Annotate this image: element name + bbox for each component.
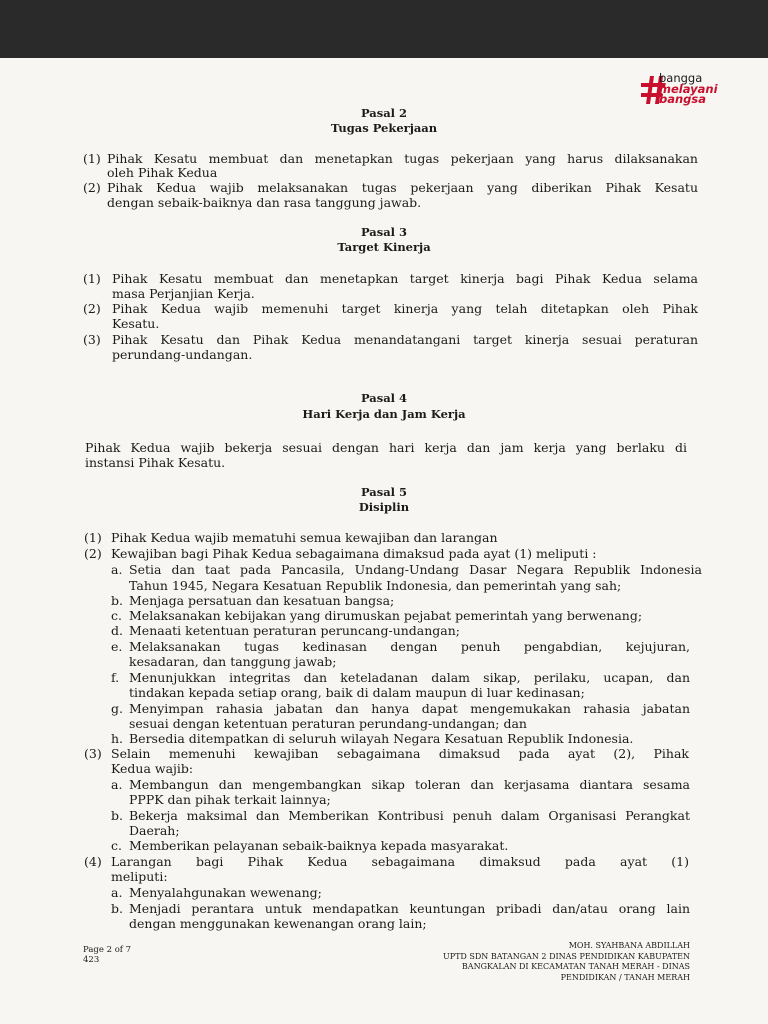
ayat-4-item-a-marker: a. [111,885,123,900]
pasal-5-number: Pasal 5 [360,485,408,499]
ayat-3-item-a-marker: a. [111,777,123,792]
pasal-2-title: Tugas Pekerjaan [330,121,438,135]
pasal-2-number: Pasal 2 [360,106,408,120]
pasal-4-title: Hari Kerja dan Jam Kerja [302,407,466,421]
document-code: 423 [83,955,100,965]
ayat-3-item-c-marker: c. [111,838,122,853]
pasal-2-item-2-line-1: Pihak Kedua wajib melaksanakan tugas pekerjaan yang diberikan Pihak Kesatu [107,180,698,195]
ayat-2-item-g-line-1: Menyimpan rahasia jabatan dan hanya dapat mengemukakan rahasia jabatan [129,701,690,716]
ayat-2-item-a-marker: a. [111,562,123,577]
ayat-2-item-b-marker: b. [111,593,123,608]
ayat-4-item-b-line-1: Menjadi perantara untuk mendapatkan keuntungan pribadi dan/atau orang lain [129,901,690,916]
pasal-3-item-2-marker: (2) [83,301,101,316]
pasal-5-ayat-2-text: Kewajiban bagi Pihak Kedua sebagaimana dimaksud pada ayat (1) meliputi : [111,546,597,561]
logo-line-1: bangga [659,71,703,85]
bangga-melayani-bangsa-logo [641,71,753,108]
ayat-2-item-c-line-1: Melaksanakan kebijakan yang dirumuskan pejabat pemerintah yang berwenang; [129,608,643,623]
pasal-2-item-2-marker: (2) [83,180,101,195]
pasal-3-item-3-line-2: perundang-undangan. [112,347,253,362]
ayat-2-item-f-line-1: Menunjukkan integritas dan keteladanan dalam sikap, perilaku, ucapan, dan [129,670,690,685]
institution-line-1: UPTD SDN BATANGAN 2 DINAS PENDIDIKAN KABUPATEN [442,951,690,961]
ayat-2-item-e-line-1: Melaksanakan tugas kedinasan dengan penuh pengabdian, kejujuran, [129,639,690,654]
ayat-2-item-b-line-1: Menjaga persatuan dan kesatuan bangsa; [129,593,395,608]
ayat-3-item-a-line-2: PPPK dan pihak terkait lainnya; [129,792,331,807]
ayat-4-item-b-line-2: dengan menggunakan kewenangan orang lain; [129,916,427,931]
logo-line-2: melayani [659,81,718,96]
ayat-2-item-d-line-1: Menaati ketentuan peraturan peruncang-undangan; [129,623,461,638]
pasal-5-ayat-3-line-1: Selain memenuhi kewajiban sebagaimana dimaksud pada ayat (2), Pihak [111,746,689,761]
pasal-3-item-1-line-2: masa Perjanjian Kerja. [112,286,255,301]
pasal-2-item-1-line-1: Pihak Kesatu membuat dan menetapkan tugas pekerjaan yang harus dilaksanakan [107,151,698,166]
ayat-2-item-h-line-1: Bersedia ditempatkan di seluruh wilayah Negara Kesatuan Republik Indonesia. [129,731,634,746]
ayat-2-item-h-marker: h. [111,731,124,746]
institution-line-2: BANGKALAN DI KECAMATAN TANAH MERAH - DINAS [461,962,690,971]
ayat-2-item-e-marker: e. [111,639,123,654]
ayat-2-item-a-line-1: Setia dan taat pada Pancasila, Undang-Undang Dasar Negara Republik Indonesia [129,562,702,577]
pasal-4-line-1: Pihak Kedua wajib bekerja sesuai dengan hari kerja dan jam kerja yang berlaku di [85,440,687,455]
ayat-3-item-b-line-1: Bekerja maksimal dan Memberikan Kontribusi penuh dalam Organisasi Perangkat [129,808,690,823]
ayat-4-item-b-marker: b. [111,901,123,916]
ayat-3-item-c-line-1: Memberikan pelayanan sebaik-baiknya kepada masyarakat. [129,838,509,853]
ayat-2-item-c-marker: c. [111,608,122,623]
ayat-4-item-a-line-1: Menyalahgunakan wewenang; [129,885,322,900]
pasal-3-number: Pasal 3 [360,225,408,239]
pasal-5-ayat-4-marker: (4) [84,854,102,869]
pasal-3-item-3-line-1: Pihak Kesatu dan Pihak Kedua menandatangani target kinerja sesuai peraturan [112,332,698,347]
pasal-5-ayat-1-text: Pihak Kedua wajib mematuhi semua kewajiban dan larangan [111,530,498,545]
pasal-5-ayat-4-line-2: meliputi: [111,869,168,884]
ayat-2-item-a-line-2: Tahun 1945, Negara Kesatuan Republik Indonesia, dan pemerintah yang sah; [129,578,622,593]
page-number: Page 2 of 7 [83,945,132,955]
pasal-5-ayat-1-marker: (1) [84,530,102,545]
pasal-2-item-2-line-2: dengan sebaik-baiknya dan rasa tanggung jawab. [107,195,422,210]
page-footer-left [83,945,131,965]
logo-text [659,73,718,105]
pasal-2-item-1-marker: (1) [83,151,101,166]
pasal-3-item-3-marker: (3) [83,332,101,347]
ayat-2-item-g-marker: g. [111,701,123,716]
pasal-5-ayat-3-line-2: Kedua wajib: [111,761,194,776]
ayat-2-item-d-marker: d. [111,623,123,638]
pasal-3-item-2-line-2: Kesatu. [112,316,160,331]
pasal-3-item-1-line-1: Pihak Kesatu membuat dan menetapkan target kinerja bagi Pihak Kedua selama [112,271,698,286]
ayat-2-item-f-marker: f. [111,670,120,685]
ayat-2-item-g-line-2: sesuai dengan ketentuan peraturan perundang-undangan; dan [129,716,527,731]
pasal-4-number: Pasal 4 [360,391,408,405]
pasal-5-ayat-4-line-1: Larangan bagi Pihak Kedua sebagaimana dimaksud pada ayat (1) [111,854,689,869]
institution-line-3: PENDIDIKAN / TANAH MERAH [560,972,690,982]
pasal-3-item-1-marker: (1) [83,271,101,286]
ayat-3-item-b-line-2: Daerah; [129,823,180,838]
signatory-name: MOH. SYAHBANA ABDILLAH [568,941,690,950]
logo-line-3: bangsa [659,92,707,106]
ayat-3-item-b-marker: b. [111,808,123,823]
pasal-3-item-2-line-1: Pihak Kedua wajib memenuhi target kinerja yang telah ditetapkan oleh Pihak [112,301,698,316]
pasal-3-title: Target Kinerja [337,240,431,254]
pasal-5-title: Disiplin [358,500,410,514]
pasal-4-line-2: instansi Pihak Kesatu. [85,455,226,470]
ayat-2-item-f-line-2: tindakan kepada setiap orang, baik di dalam maupun di luar kedinasan; [129,685,585,700]
pasal-2-item-1-line-2: oleh Pihak Kedua [107,165,218,180]
pasal-5-ayat-3-marker: (3) [84,746,102,761]
ayat-3-item-a-line-1: Membangun dan mengembangkan sikap toleran dan kerjasama diantara sesama [129,777,690,792]
page-footer-right [443,941,690,983]
ayat-2-item-e-line-2: kesadaran, dan tanggung jawab; [129,654,337,669]
pasal-5-ayat-2-marker: (2) [84,546,102,561]
